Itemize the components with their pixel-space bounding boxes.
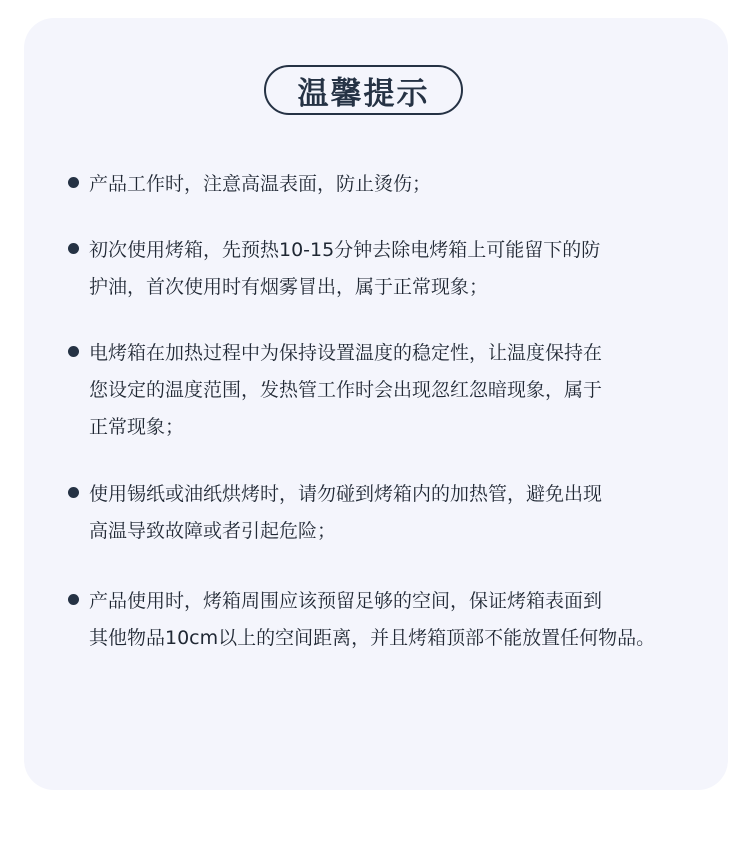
- bullet-dot-icon: [68, 177, 79, 188]
- tip-text-line: 护油，首次使用时有烟雾冒出，属于正常现象；: [89, 276, 489, 298]
- title-badge: [264, 65, 463, 115]
- bullet-dot-icon: [68, 346, 79, 357]
- tip-text-line: 使用锡纸或油纸烘烤时，请勿碰到烤箱内的加热管，避免出现: [89, 483, 603, 505]
- tip-item: [68, 232, 708, 306]
- bullet-dot-icon: [68, 243, 79, 254]
- tip-text-line: 电烤箱在加热过程中为保持设置温度的稳定性，让温度保持在: [89, 342, 603, 364]
- tips-card: [24, 18, 728, 790]
- tip-item: [68, 583, 708, 657]
- tip-text-line: 其他物品10cm以上的空间距离，并且烤箱顶部不能放置任何物品。: [89, 627, 656, 649]
- tip-item: [68, 476, 708, 550]
- tip-text-line: 高温导致故障或者引起危险；: [89, 520, 337, 542]
- bullet-dot-icon: [68, 594, 79, 605]
- tip-text-line: 产品使用时，烤箱周围应该预留足够的空间，保证烤箱表面到: [89, 590, 603, 612]
- page-title: 温馨提示: [297, 75, 430, 112]
- tip-text-line: 产品工作时，注意高温表面，防止烫伤；: [89, 173, 432, 195]
- tip-text-line: 初次使用烤箱，先预热10-15分钟去除电烤箱上可能留下的防: [89, 239, 601, 261]
- tip-item: [68, 166, 708, 203]
- tip-text-line: 您设定的温度范围，发热管工作时会出现忽红忽暗现象，属于: [89, 379, 603, 401]
- tip-item: [68, 335, 708, 446]
- bullet-dot-icon: [68, 487, 79, 498]
- tip-text-line: 正常现象；: [89, 416, 185, 438]
